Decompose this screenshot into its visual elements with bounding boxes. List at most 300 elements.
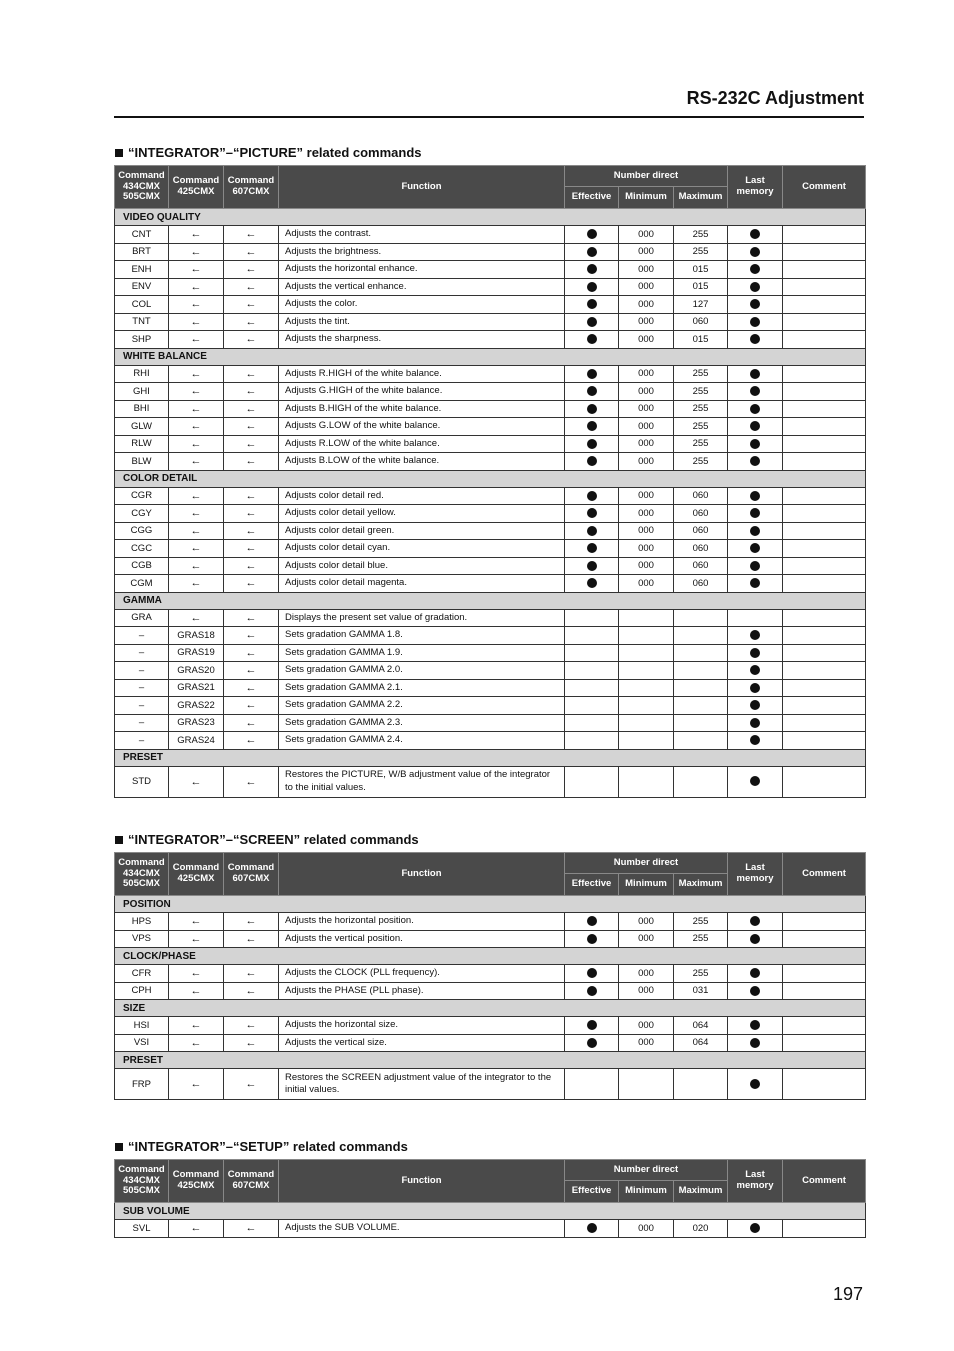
cell-effective bbox=[565, 1220, 619, 1238]
square-bullet-icon bbox=[115, 836, 123, 844]
cell-effective bbox=[565, 278, 619, 296]
cell-effective bbox=[565, 766, 619, 797]
table-row bbox=[115, 505, 866, 523]
filled-dot-icon bbox=[750, 665, 760, 675]
filled-dot-icon bbox=[750, 543, 760, 553]
filled-dot-icon bbox=[587, 916, 597, 926]
cell-minimum: 000 bbox=[619, 575, 674, 593]
table-row bbox=[115, 766, 866, 797]
cell-comment bbox=[783, 575, 866, 593]
cell-maximum: 255 bbox=[674, 913, 728, 931]
cell-command-434cmx: CGY bbox=[115, 505, 169, 523]
filled-dot-icon bbox=[750, 317, 760, 327]
section-heading bbox=[114, 1138, 865, 1155]
filled-dot-icon bbox=[587, 1038, 597, 1048]
cell-maximum: 255 bbox=[674, 930, 728, 948]
cell-function: Adjusts the tint. bbox=[279, 313, 565, 331]
cell-effective bbox=[565, 609, 619, 627]
filled-dot-icon bbox=[750, 508, 760, 518]
cell-maximum bbox=[674, 679, 728, 697]
cell-command-434cmx: HPS bbox=[115, 913, 169, 931]
cell-minimum: 000 bbox=[619, 1034, 674, 1052]
table-row bbox=[115, 522, 866, 540]
cell-comment bbox=[783, 226, 866, 244]
cell-function: Adjusts B.LOW of the white balance. bbox=[279, 453, 565, 471]
cell-maximum: 060 bbox=[674, 557, 728, 575]
cell-last-memory bbox=[728, 400, 783, 418]
cell-function: Restores the PICTURE, W/B adjustment value of the integrator to the initial values. bbox=[279, 766, 565, 797]
cell-function: Adjusts color detail green. bbox=[279, 522, 565, 540]
cell-last-memory bbox=[728, 435, 783, 453]
cell-function: Adjusts the brightness. bbox=[279, 243, 565, 261]
cell-last-memory bbox=[728, 331, 783, 349]
cell-command-607cmx: ← bbox=[224, 714, 279, 732]
header-command-425cmx: Command 425CMX bbox=[169, 1160, 224, 1203]
cell-maximum bbox=[674, 627, 728, 645]
cell-minimum bbox=[619, 697, 674, 715]
cell-command-425cmx: ← bbox=[169, 365, 224, 383]
cell-last-memory bbox=[728, 930, 783, 948]
cell-last-memory bbox=[728, 243, 783, 261]
cell-minimum: 000 bbox=[619, 453, 674, 471]
cell-effective bbox=[565, 487, 619, 505]
cell-maximum bbox=[674, 644, 728, 662]
cell-function: Adjusts the color. bbox=[279, 296, 565, 314]
cell-maximum: 020 bbox=[674, 1220, 728, 1238]
category-row bbox=[115, 896, 866, 913]
cell-function: Adjusts G.HIGH of the white balance. bbox=[279, 383, 565, 401]
table-row bbox=[115, 435, 866, 453]
cell-comment bbox=[783, 243, 866, 261]
cell-function: Adjusts the horizontal enhance. bbox=[279, 261, 565, 279]
cell-command-425cmx: ← bbox=[169, 418, 224, 436]
cell-comment bbox=[783, 522, 866, 540]
cell-last-memory bbox=[728, 278, 783, 296]
cell-effective bbox=[565, 679, 619, 697]
cell-command-425cmx: ← bbox=[169, 1034, 224, 1052]
cell-command-425cmx: GRAS22 bbox=[169, 697, 224, 715]
table-row bbox=[115, 627, 866, 645]
square-bullet-icon bbox=[115, 149, 123, 157]
cell-command-434cmx: STD bbox=[115, 766, 169, 797]
cell-last-memory bbox=[728, 982, 783, 1000]
cell-comment bbox=[783, 557, 866, 575]
category-label: COLOR DETAIL bbox=[115, 470, 866, 487]
cell-last-memory bbox=[728, 383, 783, 401]
cell-command-434cmx: BLW bbox=[115, 453, 169, 471]
filled-dot-icon bbox=[750, 247, 760, 257]
cell-command-425cmx: GRAS24 bbox=[169, 732, 224, 750]
table-row bbox=[115, 365, 866, 383]
cell-command-434cmx: RLW bbox=[115, 435, 169, 453]
cell-minimum: 000 bbox=[619, 278, 674, 296]
section-heading bbox=[114, 831, 865, 848]
cell-command-607cmx: ← bbox=[224, 226, 279, 244]
cell-maximum: 255 bbox=[674, 383, 728, 401]
cell-minimum bbox=[619, 627, 674, 645]
table-row bbox=[115, 261, 866, 279]
cell-comment bbox=[783, 313, 866, 331]
cell-last-memory bbox=[728, 1034, 783, 1052]
cell-command-607cmx: ← bbox=[224, 627, 279, 645]
cell-comment bbox=[783, 662, 866, 680]
cell-function: Adjusts color detail cyan. bbox=[279, 540, 565, 558]
table-row bbox=[115, 913, 866, 931]
filled-dot-icon bbox=[750, 1223, 760, 1233]
header-command-434cmx: Command 434CMX 505CMX bbox=[115, 1160, 169, 1203]
category-label: WHITE BALANCE bbox=[115, 348, 866, 365]
cell-minimum: 000 bbox=[619, 1220, 674, 1238]
cell-last-memory bbox=[728, 662, 783, 680]
cell-minimum bbox=[619, 609, 674, 627]
header-minimum: Minimum bbox=[619, 874, 674, 896]
cell-maximum: 255 bbox=[674, 226, 728, 244]
cell-maximum: 255 bbox=[674, 453, 728, 471]
filled-dot-icon bbox=[750, 1038, 760, 1048]
cell-function: Adjusts the horizontal position. bbox=[279, 913, 565, 931]
cell-last-memory bbox=[728, 766, 783, 797]
header-comment: Comment bbox=[783, 853, 866, 896]
cell-minimum: 000 bbox=[619, 913, 674, 931]
category-row bbox=[115, 948, 866, 965]
filled-dot-icon bbox=[587, 317, 597, 327]
cell-command-425cmx: ← bbox=[169, 1220, 224, 1238]
cell-last-memory bbox=[728, 557, 783, 575]
cell-command-434cmx: CFR bbox=[115, 965, 169, 983]
cell-last-memory bbox=[728, 296, 783, 314]
cell-last-memory bbox=[728, 627, 783, 645]
cell-command-434cmx: – bbox=[115, 679, 169, 697]
cell-maximum: 060 bbox=[674, 575, 728, 593]
cell-function: Sets gradation GAMMA 2.3. bbox=[279, 714, 565, 732]
cell-maximum: 127 bbox=[674, 296, 728, 314]
cell-function: Sets gradation GAMMA 2.0. bbox=[279, 662, 565, 680]
cell-function: Sets gradation GAMMA 2.4. bbox=[279, 732, 565, 750]
filled-dot-icon bbox=[587, 508, 597, 518]
table-row bbox=[115, 930, 866, 948]
cell-effective bbox=[565, 313, 619, 331]
cell-minimum: 000 bbox=[619, 418, 674, 436]
header-number-direct: Number direct bbox=[565, 1160, 728, 1181]
cell-effective bbox=[565, 540, 619, 558]
section-title: “INTEGRATOR”–“SCREEN” related commands bbox=[128, 832, 419, 847]
table-row bbox=[115, 453, 866, 471]
filled-dot-icon bbox=[587, 264, 597, 274]
cell-maximum bbox=[674, 714, 728, 732]
cell-last-memory bbox=[728, 418, 783, 436]
cell-command-607cmx: ← bbox=[224, 540, 279, 558]
cell-last-memory bbox=[728, 365, 783, 383]
header-last-memory: Last memory bbox=[728, 166, 783, 209]
cell-command-607cmx: ← bbox=[224, 453, 279, 471]
commands-table bbox=[114, 852, 866, 1100]
filled-dot-icon bbox=[587, 491, 597, 501]
cell-command-425cmx: GRAS18 bbox=[169, 627, 224, 645]
cell-command-607cmx: ← bbox=[224, 365, 279, 383]
cell-last-memory bbox=[728, 1220, 783, 1238]
filled-dot-icon bbox=[750, 648, 760, 658]
cell-function: Sets gradation GAMMA 2.1. bbox=[279, 679, 565, 697]
cell-maximum bbox=[674, 1069, 728, 1100]
cell-maximum: 060 bbox=[674, 487, 728, 505]
filled-dot-icon bbox=[587, 1020, 597, 1030]
cell-command-607cmx: ← bbox=[224, 313, 279, 331]
header-last-memory: Last memory bbox=[728, 853, 783, 896]
header-command-434cmx: Command 434CMX 505CMX bbox=[115, 853, 169, 896]
cell-effective bbox=[565, 505, 619, 523]
cell-comment bbox=[783, 435, 866, 453]
header-comment: Comment bbox=[783, 1160, 866, 1203]
cell-command-425cmx: ← bbox=[169, 505, 224, 523]
category-label: SUB VOLUME bbox=[115, 1203, 866, 1220]
cell-command-607cmx: ← bbox=[224, 1017, 279, 1035]
filled-dot-icon bbox=[587, 404, 597, 414]
cell-comment bbox=[783, 714, 866, 732]
table-row bbox=[115, 226, 866, 244]
cell-command-434cmx: CGB bbox=[115, 557, 169, 575]
header-minimum: Minimum bbox=[619, 1181, 674, 1203]
commands-table bbox=[114, 1159, 866, 1238]
cell-comment bbox=[783, 930, 866, 948]
cell-minimum: 000 bbox=[619, 1017, 674, 1035]
filled-dot-icon bbox=[587, 386, 597, 396]
category-row bbox=[115, 1203, 866, 1220]
filled-dot-icon bbox=[750, 386, 760, 396]
cell-command-425cmx: ← bbox=[169, 1017, 224, 1035]
cell-effective bbox=[565, 331, 619, 349]
header-effective: Effective bbox=[565, 1181, 619, 1203]
table-row bbox=[115, 557, 866, 575]
filled-dot-icon bbox=[587, 578, 597, 588]
cell-maximum bbox=[674, 697, 728, 715]
cell-function: Adjusts B.HIGH of the white balance. bbox=[279, 400, 565, 418]
cell-maximum: 015 bbox=[674, 261, 728, 279]
header-command-607cmx: Command 607CMX bbox=[224, 853, 279, 896]
cell-function: Adjusts the horizontal size. bbox=[279, 1017, 565, 1035]
cell-command-425cmx: ← bbox=[169, 226, 224, 244]
filled-dot-icon bbox=[587, 986, 597, 996]
filled-dot-icon bbox=[750, 264, 760, 274]
table-row bbox=[115, 662, 866, 680]
section-setup bbox=[114, 1138, 865, 1238]
cell-command-607cmx: ← bbox=[224, 913, 279, 931]
section-heading bbox=[114, 144, 865, 161]
cell-minimum: 000 bbox=[619, 505, 674, 523]
table-row bbox=[115, 965, 866, 983]
cell-maximum: 015 bbox=[674, 331, 728, 349]
filled-dot-icon bbox=[750, 404, 760, 414]
cell-effective bbox=[565, 697, 619, 715]
cell-effective bbox=[565, 1017, 619, 1035]
category-row bbox=[115, 1000, 866, 1017]
cell-maximum bbox=[674, 609, 728, 627]
cell-command-607cmx: ← bbox=[224, 1034, 279, 1052]
header-minimum: Minimum bbox=[619, 187, 674, 209]
cell-minimum: 000 bbox=[619, 331, 674, 349]
filled-dot-icon bbox=[750, 718, 760, 728]
filled-dot-icon bbox=[750, 561, 760, 571]
cell-minimum: 000 bbox=[619, 522, 674, 540]
page-number: 197 bbox=[832, 1284, 863, 1304]
cell-comment bbox=[783, 965, 866, 983]
cell-command-607cmx: ← bbox=[224, 1069, 279, 1100]
filled-dot-icon bbox=[587, 456, 597, 466]
cell-function: Sets gradation GAMMA 1.8. bbox=[279, 627, 565, 645]
table-row bbox=[115, 732, 866, 750]
cell-command-607cmx: ← bbox=[224, 1220, 279, 1238]
cell-maximum: 060 bbox=[674, 522, 728, 540]
cell-command-607cmx: ← bbox=[224, 435, 279, 453]
table-row bbox=[115, 697, 866, 715]
filled-dot-icon bbox=[750, 334, 760, 344]
cell-minimum bbox=[619, 766, 674, 797]
cell-last-memory bbox=[728, 313, 783, 331]
cell-comment bbox=[783, 296, 866, 314]
cell-function: Adjusts the vertical position. bbox=[279, 930, 565, 948]
cell-maximum bbox=[674, 662, 728, 680]
section-title: “INTEGRATOR”–“SETUP” related commands bbox=[128, 1139, 408, 1154]
header-command-607cmx: Command 607CMX bbox=[224, 1160, 279, 1203]
filled-dot-icon bbox=[750, 934, 760, 944]
cell-comment bbox=[783, 365, 866, 383]
header-comment: Comment bbox=[783, 166, 866, 209]
cell-command-607cmx: ← bbox=[224, 261, 279, 279]
cell-effective bbox=[565, 557, 619, 575]
cell-command-434cmx: CNT bbox=[115, 226, 169, 244]
cell-effective bbox=[565, 965, 619, 983]
filled-dot-icon bbox=[750, 421, 760, 431]
cell-last-memory bbox=[728, 226, 783, 244]
header-command-425cmx: Command 425CMX bbox=[169, 853, 224, 896]
cell-command-425cmx: ← bbox=[169, 766, 224, 797]
filled-dot-icon bbox=[750, 299, 760, 309]
cell-command-425cmx: ← bbox=[169, 540, 224, 558]
cell-command-434cmx: – bbox=[115, 644, 169, 662]
cell-command-607cmx: ← bbox=[224, 679, 279, 697]
filled-dot-icon bbox=[750, 776, 760, 786]
cell-last-memory bbox=[728, 965, 783, 983]
filled-dot-icon bbox=[587, 282, 597, 292]
cell-command-434cmx: VSI bbox=[115, 1034, 169, 1052]
table-row bbox=[115, 982, 866, 1000]
cell-effective bbox=[565, 453, 619, 471]
cell-command-434cmx: – bbox=[115, 697, 169, 715]
cell-minimum: 000 bbox=[619, 930, 674, 948]
cell-maximum: 255 bbox=[674, 365, 728, 383]
cell-comment bbox=[783, 982, 866, 1000]
cell-command-425cmx: ← bbox=[169, 913, 224, 931]
category-label: VIDEO QUALITY bbox=[115, 209, 866, 226]
cell-command-425cmx: ← bbox=[169, 261, 224, 279]
filled-dot-icon bbox=[587, 421, 597, 431]
cell-maximum: 031 bbox=[674, 982, 728, 1000]
header-function: Function bbox=[279, 1160, 565, 1203]
filled-dot-icon bbox=[750, 229, 760, 239]
cell-command-434cmx: – bbox=[115, 714, 169, 732]
cell-effective bbox=[565, 435, 619, 453]
filled-dot-icon bbox=[587, 247, 597, 257]
cell-minimum bbox=[619, 714, 674, 732]
filled-dot-icon bbox=[750, 578, 760, 588]
cell-maximum: 255 bbox=[674, 965, 728, 983]
cell-comment bbox=[783, 913, 866, 931]
filled-dot-icon bbox=[750, 630, 760, 640]
cell-function: Adjusts the SUB VOLUME. bbox=[279, 1220, 565, 1238]
table-row bbox=[115, 400, 866, 418]
header-function: Function bbox=[279, 853, 565, 896]
cell-effective bbox=[565, 930, 619, 948]
cell-comment bbox=[783, 383, 866, 401]
cell-minimum: 000 bbox=[619, 400, 674, 418]
header-number-direct: Number direct bbox=[565, 166, 728, 187]
cell-command-434cmx: SVL bbox=[115, 1220, 169, 1238]
cell-comment bbox=[783, 453, 866, 471]
table-row bbox=[115, 418, 866, 436]
cell-command-434cmx: CGG bbox=[115, 522, 169, 540]
filled-dot-icon bbox=[587, 934, 597, 944]
cell-command-434cmx: CGM bbox=[115, 575, 169, 593]
cell-command-434cmx: RHI bbox=[115, 365, 169, 383]
cell-effective bbox=[565, 522, 619, 540]
cell-minimum: 000 bbox=[619, 487, 674, 505]
cell-command-607cmx: ← bbox=[224, 418, 279, 436]
cell-function: Adjusts color detail magenta. bbox=[279, 575, 565, 593]
cell-last-memory bbox=[728, 609, 783, 627]
cell-minimum: 000 bbox=[619, 540, 674, 558]
cell-command-425cmx: GRAS21 bbox=[169, 679, 224, 697]
table-row bbox=[115, 278, 866, 296]
cell-minimum bbox=[619, 1069, 674, 1100]
cell-last-memory bbox=[728, 714, 783, 732]
cell-comment bbox=[783, 1069, 866, 1100]
cell-command-607cmx: ← bbox=[224, 697, 279, 715]
cell-comment bbox=[783, 697, 866, 715]
cell-maximum: 064 bbox=[674, 1017, 728, 1035]
cell-function: Adjusts color detail blue. bbox=[279, 557, 565, 575]
cell-minimum: 000 bbox=[619, 982, 674, 1000]
header-last-memory: Last memory bbox=[728, 1160, 783, 1203]
cell-last-memory bbox=[728, 679, 783, 697]
cell-command-434cmx: CPH bbox=[115, 982, 169, 1000]
cell-last-memory bbox=[728, 453, 783, 471]
table-row bbox=[115, 1034, 866, 1052]
cell-command-425cmx: ← bbox=[169, 1069, 224, 1100]
cell-command-434cmx: – bbox=[115, 627, 169, 645]
cell-comment bbox=[783, 627, 866, 645]
filled-dot-icon bbox=[587, 299, 597, 309]
category-row bbox=[115, 209, 866, 226]
cell-last-memory bbox=[728, 1069, 783, 1100]
cell-command-607cmx: ← bbox=[224, 278, 279, 296]
cell-command-425cmx: ← bbox=[169, 331, 224, 349]
header-command-607cmx: Command 607CMX bbox=[224, 166, 279, 209]
cell-last-memory bbox=[728, 1017, 783, 1035]
header-maximum: Maximum bbox=[674, 1181, 728, 1203]
cell-effective bbox=[565, 662, 619, 680]
cell-function: Sets gradation GAMMA 2.2. bbox=[279, 697, 565, 715]
category-label: SIZE bbox=[115, 1000, 866, 1017]
cell-effective bbox=[565, 243, 619, 261]
cell-comment bbox=[783, 732, 866, 750]
cell-command-434cmx: GRA bbox=[115, 609, 169, 627]
table-row bbox=[115, 331, 866, 349]
header-number-direct: Number direct bbox=[565, 853, 728, 874]
cell-last-memory bbox=[728, 913, 783, 931]
header-command-425cmx: Command 425CMX bbox=[169, 166, 224, 209]
cell-command-425cmx: ← bbox=[169, 575, 224, 593]
filled-dot-icon bbox=[750, 1079, 760, 1089]
cell-maximum: 255 bbox=[674, 418, 728, 436]
